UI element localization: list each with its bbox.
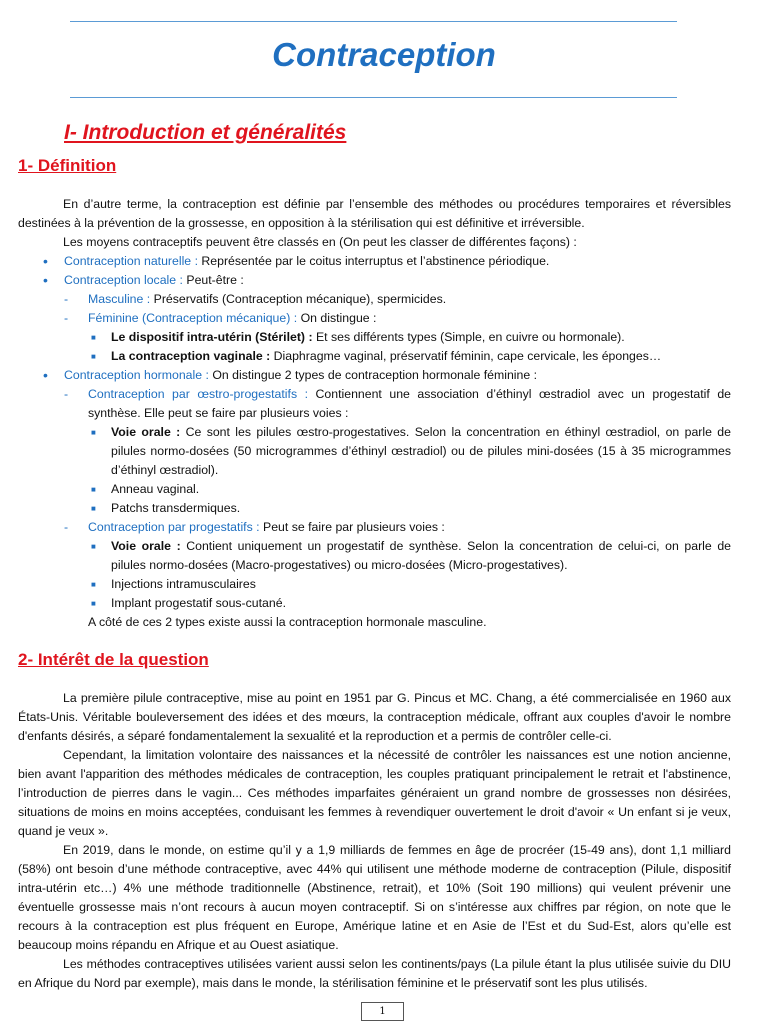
feminine-label: Féminine (Contraception mécanique) :: [88, 311, 298, 325]
local-label: Contraception locale :: [64, 273, 183, 287]
diu-text: Et ses différents types (Simple, en cuivre ou hormonale).: [312, 330, 625, 344]
diu-label: Le dispositif intra-utérin (Stérilet) :: [111, 330, 313, 344]
subheading-definition: 1- Définition: [18, 156, 117, 175]
oral-route-2-label: Voie orale :: [111, 539, 181, 553]
oral-route-1-text: Ce sont les pilules œstro-progestatives. Selon la concentration en éthinyl œstradiol, on parle de pilules normo-dosées (50 microgrammes d’éthinyl œstradiol) ou de pilules mini-dosées (15 à 35 microgrammes d’éthinyl œstradiol).: [111, 425, 731, 477]
hormonal-text: On distingue 2 types de contraception hormonale féminine :: [208, 368, 538, 382]
list-item-oral-route-2: [18, 537, 731, 575]
methods-list: [18, 252, 731, 632]
interest-paragraph-3: En 2019, dans le monde, on estime qu’il y a 1,9 milliards de femmes en âge de procréer (15-49 ans), dont 1,1 milliard (58%) ont besoin d’une méthode contraceptive, avec 44% qui utilisent une méthode moderne de contraception (Pilule, dispositif intra-utérin etc…) 4% une méthode traditionnelle (Abstinence, retrait), et 10% (Soit 190 millions) qui veulent prévenir une éventuelle grossesse mais n’ont recours à aucun moyen contraceptif. Si on s’intéresse aux chiffres par région, on note que le recours à la contraception est plus fréquent en Europe, Amérique latine et en Asie de l’Est et du Sud-Est, alors qu’elle est beaucoup moins répandu en Afrique et au Ouest asiatique.: [18, 843, 731, 952]
estroprogestatifs-label: Contraception par œstro-progestatifs :: [88, 387, 309, 401]
local-text: Peut-être :: [182, 273, 244, 287]
list-item-masculine-hormonal: [18, 613, 731, 632]
interest-paragraph-2: Cependant, la limitation volontaire des naissances et la nécessité de contrôler les naissances est une notion ancienne, bien avant l'apparition des méthodes médicales de contraception, les couples pratiquant principalement le retrait et l'abstinence, l’introduction de pierres dans le vagin... Ces méthodes imparfaites généraient un grand nombre de grossesses non désirées, situations de moins en moins acceptées, conduisant les femmes à revendiquer ouvertement le droit d'avoir « Un enfant si je veux, quand je veux ».: [18, 748, 731, 838]
masculine-label: Masculine :: [88, 292, 151, 306]
list-item-masculine: [18, 290, 731, 309]
list-item-vaginal: [18, 347, 731, 366]
progestatifs-text: Peut se faire par plusieurs voies :: [259, 520, 445, 534]
list-item-natural: [18, 252, 731, 271]
vaginal-ring-text: Anneau vaginal.: [111, 482, 200, 496]
title-top-rule: [70, 21, 677, 22]
natural-text: Représentée par le coitus interruptus et l’abstinence périodique.: [197, 254, 550, 268]
implant-text: Implant progestatif sous-cutané.: [111, 596, 286, 610]
masculine-text: Préservatifs (Contraception mécanique), spermicides.: [150, 292, 447, 306]
list-item-feminine: [18, 309, 731, 366]
list-item-oral-route-1: [18, 423, 731, 480]
masculine-hormonal-text: A côté de ces 2 types existe aussi la contraception hormonale masculine.: [88, 615, 487, 629]
definition-paragraph: En d’autre terme, la contraception est définie par l’ensemble des méthodes ou procédures temporaires et réversibles destinées à la prévention de la grossesse, en opposition à la stérilisation qui est définitive et irréversible.: [18, 197, 731, 230]
list-item-local: [18, 271, 731, 366]
progestatifs-routes: [88, 537, 731, 613]
subheading-interest: 2- Intérêt de la question: [18, 650, 209, 669]
hormonal-sublist: [64, 385, 731, 632]
vaginal-text: Diaphragme vaginal, préservatif féminin, cape cervicale, les éponges…: [270, 349, 662, 363]
patches-text: Patchs transdermiques.: [111, 501, 241, 515]
oral-route-2-text: Contient uniquement un progestatif de synthèse. Selon la concentration de celui-ci, on parle de pilules normo-dosées (Macro-progestatives) ou micro-dosées (Micro-progestatives).: [111, 539, 731, 572]
oral-route-1-label: Voie orale :: [111, 425, 181, 439]
definition-body: [18, 195, 731, 632]
list-item-injections: [18, 575, 731, 594]
hormonal-label: Contraception hormonale :: [64, 368, 209, 382]
interest-paragraph-4: Les méthodes contraceptives utilisées varient aussi selon les continents/pays (La pilule étant la plus utilisée suivie du DIU en Afrique du Nord par exemple), mais dans le monde, la stérilisation féminine et le préservatif sont les plus utilisés.: [18, 957, 731, 990]
list-item-hormonal: [18, 366, 731, 632]
estroprogestatifs-text: Contiennent une association d’éthinyl œstradiol avec un progestatif de synthèse. Elle peut se faire par plusieurs voies :: [88, 387, 731, 420]
progestatifs-label: Contraception par progestatifs :: [88, 520, 260, 534]
estroprogestatifs-routes: [88, 423, 731, 518]
classification-intro: Les moyens contraceptifs peuvent être classés en (On peut les classer de différentes façons) :: [63, 235, 577, 249]
list-item-estroprogestatifs: [18, 385, 731, 518]
local-sublist: [64, 290, 731, 366]
list-item-patches: [18, 499, 731, 518]
document-title: Contraception: [272, 36, 496, 73]
interest-paragraph-1: La première pilule contraceptive, mise au point en 1951 par G. Pincus et MC. Chang, a été commercialisée en 1960 aux États-Unis. Véritable bouleversement des idées et des mœurs, la contraception médicale, offrant aux couples d'avoir le nombre d'enfants désirés, a séparé fondamentalement la sexualité et la reproduction et a permis de contrôler celle-ci.: [18, 691, 731, 743]
page-number: 1: [361, 1002, 404, 1021]
natural-label: Contraception naturelle :: [64, 254, 198, 268]
feminine-text: On distingue :: [297, 311, 377, 325]
list-item-implant: [18, 594, 731, 613]
list-item-vaginal-ring: [18, 480, 731, 499]
vaginal-label: La contraception vaginale :: [111, 349, 271, 363]
section-heading-introduction: I- Introduction et généralités: [64, 121, 347, 144]
title-bottom-rule: [70, 97, 677, 98]
interest-body: [18, 689, 731, 993]
injections-text: Injections intramusculaires: [111, 577, 256, 591]
list-item-progestatifs: [18, 518, 731, 613]
list-item-diu: [18, 328, 731, 347]
feminine-sublist: [88, 328, 731, 366]
